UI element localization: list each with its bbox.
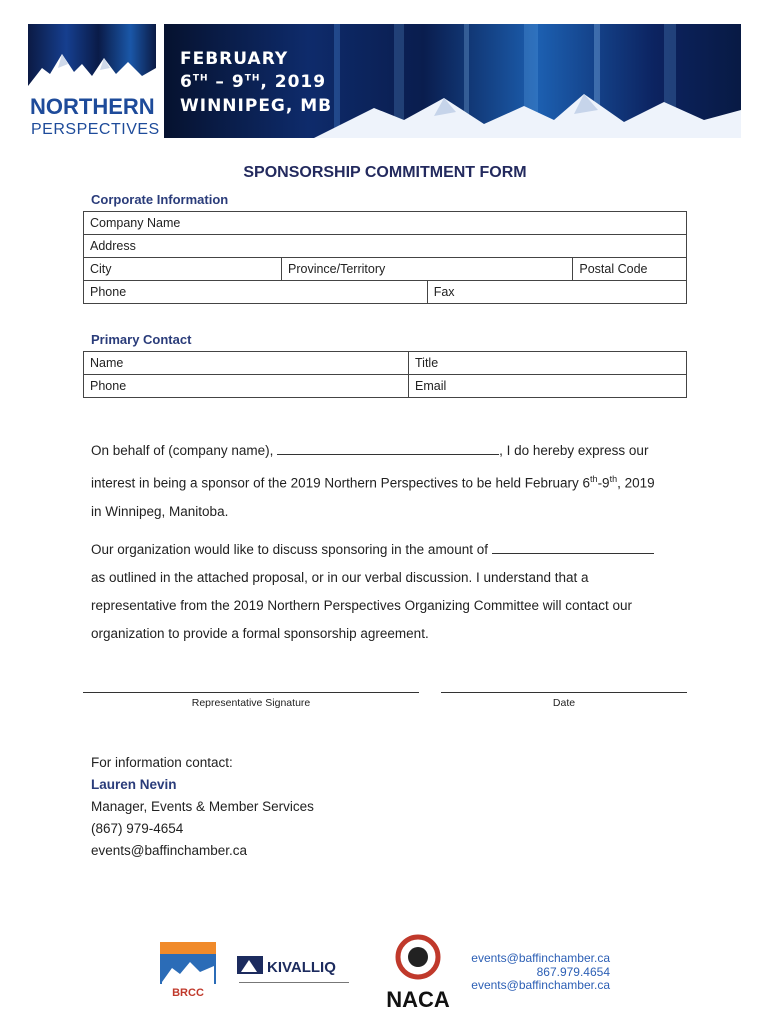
contact-title-field[interactable]	[409, 352, 687, 375]
contact-email-label: Email	[415, 379, 447, 393]
sponsorship-line-2: as outlined in the attached proposal, or in our verbal discussion. I understand that a	[91, 570, 589, 585]
contact-block	[91, 752, 314, 862]
representative-signature-line[interactable]	[83, 692, 419, 693]
logo-aurora-graphic	[28, 24, 156, 86]
sponsorship-line-1	[91, 536, 691, 564]
event-end-day: – 9	[208, 72, 245, 92]
commitment-line-1-end: , I do hereby express our	[499, 443, 649, 458]
event-end-suffix: TH	[244, 73, 261, 84]
commitment-line-2	[91, 465, 691, 498]
city-label: City	[90, 262, 112, 276]
event-year: , 2019	[260, 72, 327, 92]
contact-person-role: Manager, Events & Member Services	[91, 799, 314, 814]
footer-phone: 867.979.4654	[536, 964, 610, 979]
contact-heading: For information contact:	[91, 755, 233, 770]
commitment-line-3: in Winnipeg, Manitoba.	[91, 503, 229, 519]
contact-person-name: Lauren Nevin	[91, 777, 177, 792]
company-name-prompt: On behalf of (company name),	[91, 443, 274, 458]
phone-field[interactable]	[84, 281, 428, 304]
naca-logo	[386, 933, 450, 1013]
end-day-suffix: th	[609, 474, 618, 484]
footer-email-1[interactable]: events@baffinchamber.ca	[471, 951, 610, 965]
fax-label: Fax	[433, 285, 455, 299]
commitment-line-1	[91, 437, 691, 465]
start-day-suffix: th	[590, 474, 598, 484]
phone-label: Phone	[90, 285, 127, 299]
brcc-logo-text: BRCC	[172, 987, 204, 999]
contact-title-label: Title	[415, 356, 439, 370]
sponsorship-paragraph	[91, 536, 691, 648]
logo-text-northern: NORTHERN	[30, 94, 155, 119]
naca-logo-icon	[386, 933, 450, 1013]
date-label: Date	[552, 697, 576, 709]
kivalliq-logo-icon	[235, 950, 353, 990]
event-month: FEBRUARY	[180, 49, 289, 69]
footer-contact	[470, 952, 610, 993]
logo-mountains-icon	[28, 24, 156, 86]
contact-phone-label: Phone	[90, 379, 127, 393]
sponsorship-line-4: organization to provide a formal sponsorship agreement.	[91, 626, 429, 641]
form-title: SPONSORSHIP COMMITMENT FORM	[243, 164, 527, 181]
postal-code-field[interactable]	[573, 258, 687, 281]
contact-phone-field[interactable]	[84, 375, 409, 398]
kivalliq-logo-text: KIVALLIQ	[267, 959, 336, 976]
sponsorship-line-3: representative from the 2019 Northern Perspectives Organizing Committee will contact our	[91, 598, 632, 613]
primary-contact-table	[83, 351, 687, 398]
company-name-label: Company Name	[90, 216, 181, 230]
primary-contact-heading: Primary Contact	[91, 332, 192, 347]
sponsorship-amount-blank[interactable]	[492, 539, 654, 554]
commitment-line-2-text: interest in being a sponsor of the 2019 Northern Perspectives to be held February 6	[91, 475, 591, 491]
address-label: Address	[90, 239, 136, 253]
event-start-suffix: TH	[192, 73, 209, 84]
address-field[interactable]	[84, 235, 687, 258]
province-field[interactable]	[282, 258, 573, 281]
corporate-information-heading: Corporate Information	[91, 192, 229, 207]
company-name-blank[interactable]	[277, 440, 499, 455]
commitment-paragraph	[91, 437, 691, 526]
brcc-logo-icon	[160, 942, 216, 1000]
event-dates	[180, 72, 326, 92]
contact-person-email[interactable]: events@baffinchamber.ca	[91, 843, 248, 858]
company-name-field[interactable]	[84, 212, 687, 235]
end-day: -9	[597, 475, 610, 491]
postal-code-label: Postal Code	[579, 262, 648, 276]
sponsorship-amount-prompt: Our organization would like to discuss sponsoring in the amount of	[91, 542, 488, 557]
contact-person-phone: (867) 979-4654	[91, 821, 184, 836]
naca-logo-text: NACA	[386, 987, 450, 1012]
contact-email-field[interactable]	[409, 375, 687, 398]
commitment-year: , 2019	[617, 475, 655, 491]
brcc-logo	[160, 942, 216, 1000]
fax-field[interactable]	[427, 281, 686, 304]
kivalliq-logo	[235, 950, 353, 990]
province-label: Province/Territory	[288, 262, 386, 276]
corporate-information-table	[83, 211, 687, 304]
city-field[interactable]	[84, 258, 282, 281]
date-line[interactable]	[441, 692, 687, 693]
footer-email-2[interactable]: events@baffinchamber.ca	[471, 978, 610, 992]
contact-name-label: Name	[90, 356, 124, 370]
event-location: WINNIPEG, MB	[180, 96, 333, 116]
representative-signature-label: Representative Signature	[191, 697, 311, 709]
event-start-day: 6	[180, 72, 193, 92]
logo-text-perspectives: PERSPECTIVES	[31, 121, 160, 138]
contact-name-field[interactable]	[84, 352, 409, 375]
